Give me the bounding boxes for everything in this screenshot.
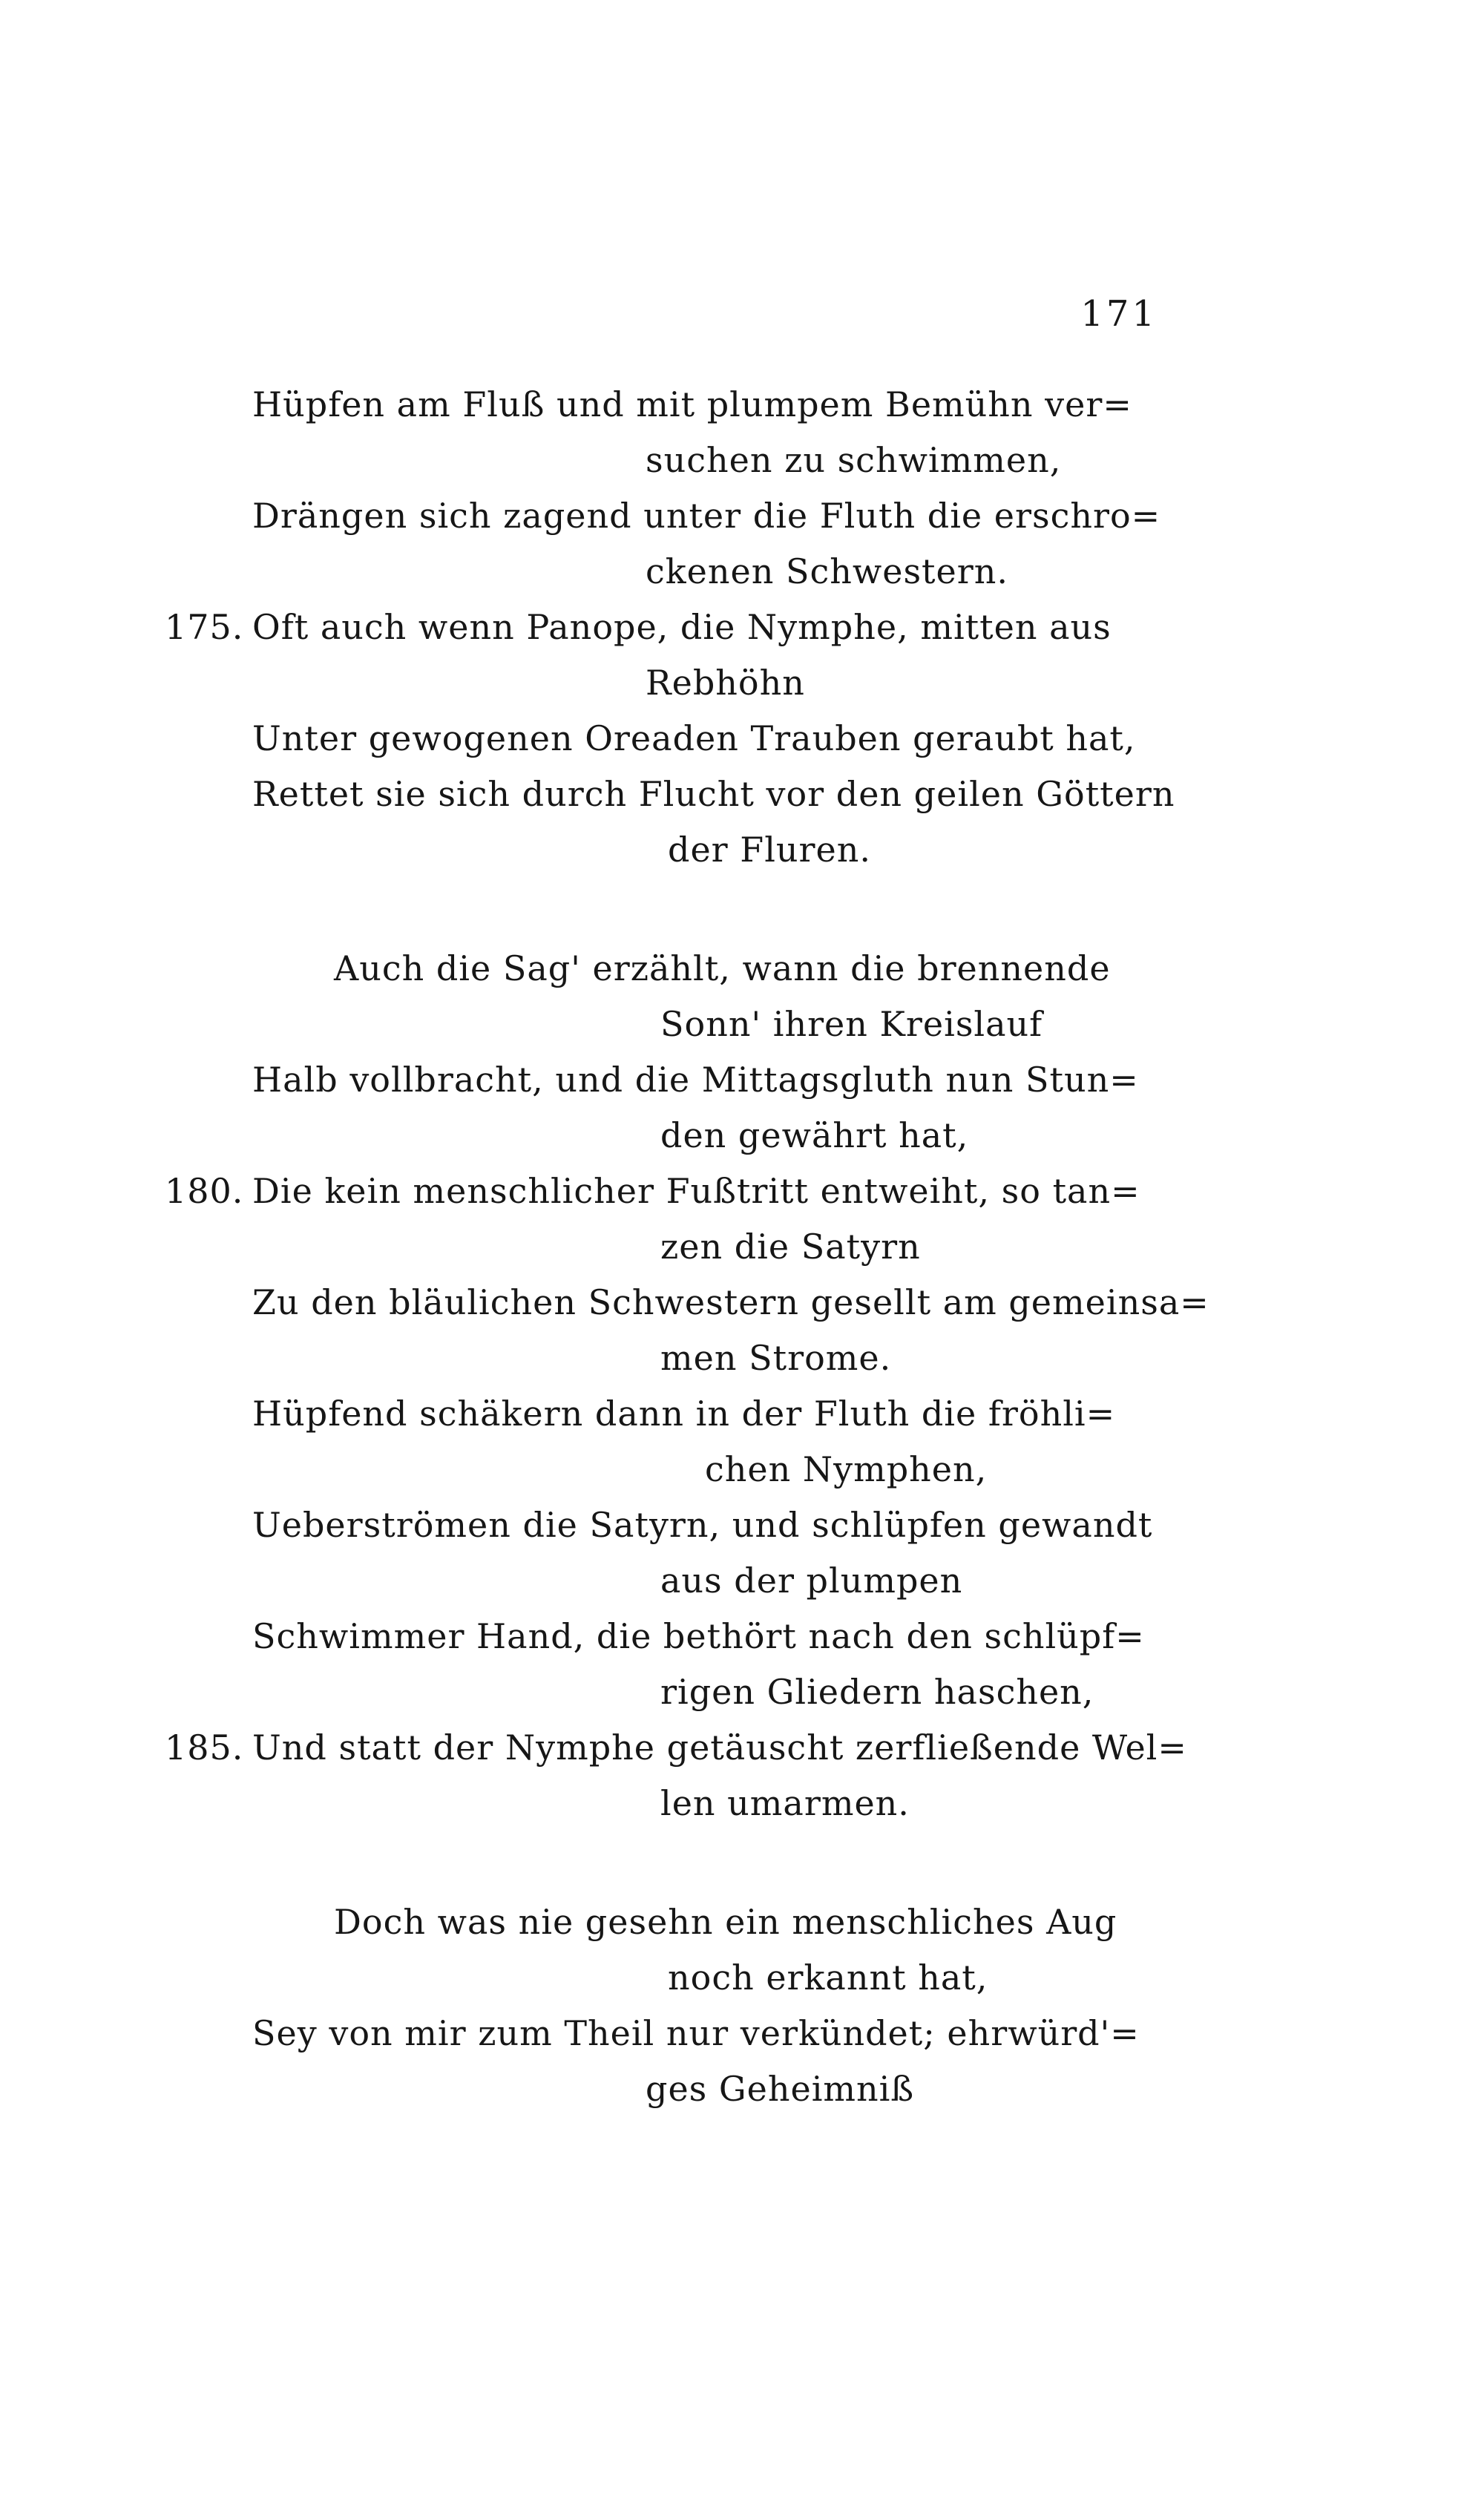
- poem-line: Drängen sich zagend unter die Fluth die erschro=: [252, 496, 1161, 536]
- poem-line: Zu den bläulichen Schwestern gesellt am gemeinsa=: [252, 1282, 1209, 1322]
- poem-line: Ueberströmen die Satyrn, und schlüpfen gewandt: [252, 1505, 1153, 1545]
- poem-line: Rettet sie sich durch Flucht vor den geilen Göttern: [252, 774, 1175, 814]
- poem-line: ckenen Schwestern.: [646, 551, 1009, 591]
- poem-line: Sonn' ihren Kreislauf: [660, 1004, 1043, 1044]
- poem-line: zen die Satyrn: [660, 1227, 921, 1267]
- poem-line: noch erkannt hat,: [668, 1958, 988, 1998]
- page-number: 171: [1080, 293, 1158, 335]
- poem-line: Rebhöhn: [646, 663, 805, 703]
- poem-line: Sey von mir zum Theil nur verkündet; ehrwürd'=: [252, 2013, 1140, 2053]
- poem-line: Hüpfen am Fluß und mit plumpem Bemühn ver=: [252, 384, 1132, 424]
- verse-number: 185.: [165, 1727, 244, 1768]
- poem-line: rigen Gliedern haschen,: [660, 1672, 1094, 1712]
- poem-line: Schwimmer Hand, die bethört nach den schlüpf=: [252, 1616, 1145, 1656]
- poem-line: Doch was nie gesehn ein menschliches Aug: [334, 1902, 1117, 1942]
- poem-line: ges Geheimniß: [646, 2069, 915, 2109]
- verse-number: 180.: [165, 1171, 244, 1211]
- poem-line: Auch die Sag' erzählt, wann die brennende: [334, 948, 1111, 988]
- poem-line: len umarmen.: [660, 1783, 910, 1823]
- verse-number: 175.: [165, 607, 244, 647]
- poem-line: der Fluren.: [668, 830, 871, 870]
- poem-line: suchen zu schwimmen,: [646, 440, 1062, 480]
- poem-line: chen Nymphen,: [705, 1449, 988, 1489]
- poem-line: Die kein menschlicher Fußtritt entweiht, so tan=: [252, 1171, 1140, 1211]
- poem-line: aus der plumpen: [660, 1561, 963, 1601]
- poem-line: den gewährt hat,: [660, 1115, 969, 1155]
- poem-line: Und statt der Nymphe getäuscht zerfließende Wel=: [252, 1727, 1187, 1768]
- poem-line: men Strome.: [660, 1338, 892, 1378]
- poem-line: Hüpfend schäkern dann in der Fluth die fröhli=: [252, 1394, 1116, 1434]
- poem-line: Halb vollbracht, und die Mittagsgluth nun Stun=: [252, 1060, 1139, 1100]
- poem-line: Oft auch wenn Panope, die Nymphe, mitten aus: [252, 607, 1112, 647]
- poem-line: Unter gewogenen Oreaden Trauben geraubt hat,: [252, 718, 1136, 758]
